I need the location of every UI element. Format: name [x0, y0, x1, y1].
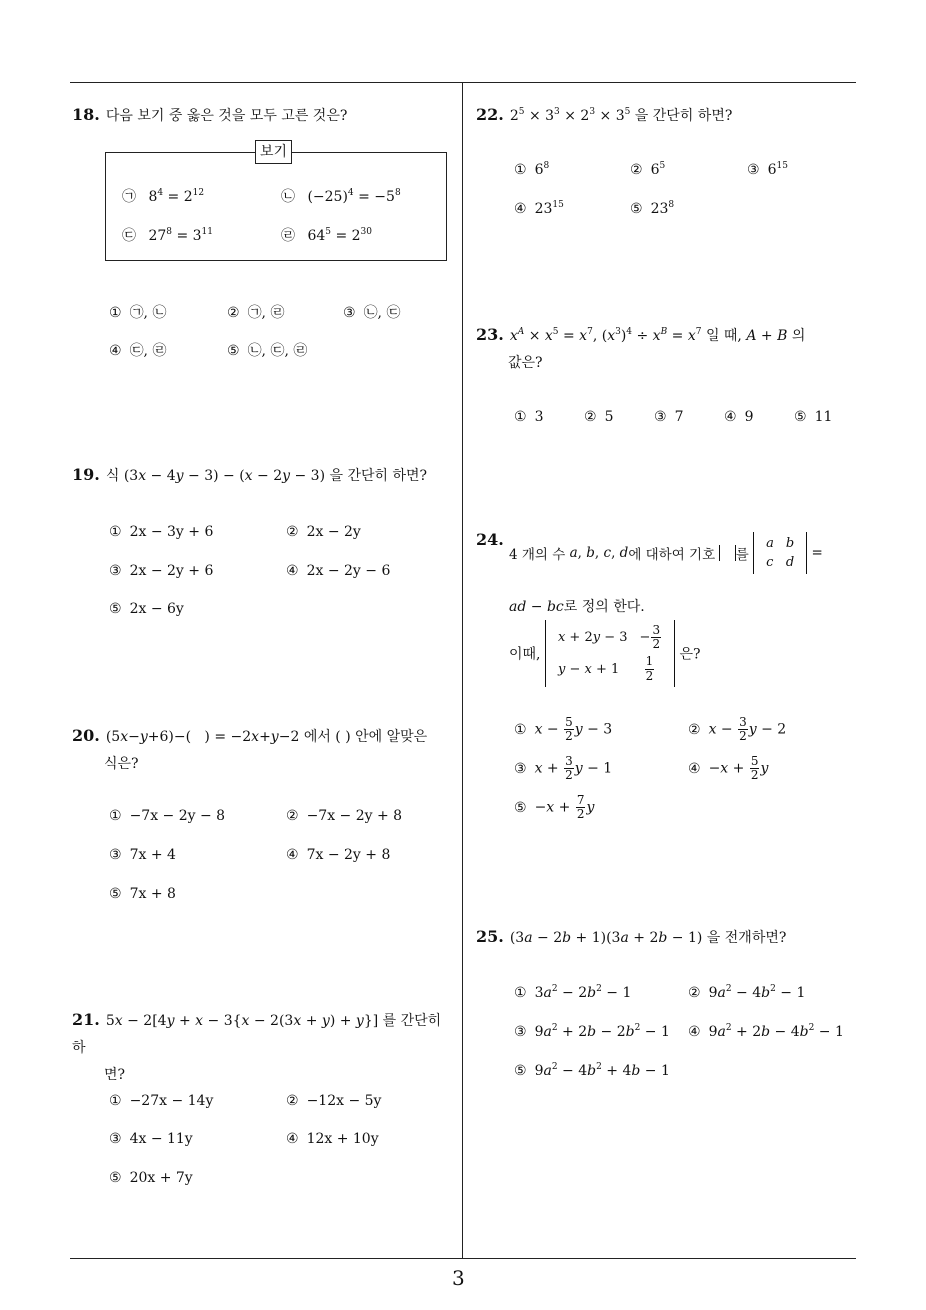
question-25: 25. (3a − 2b + 1)(3a + 2b − 1) 을 전개하면?	[476, 927, 787, 946]
option-5[interactable]: ⑤ 2x − 6y	[109, 601, 184, 617]
question-20: 20. (5x−y+6)−( ) = −2x+y−2 에서 ( ) 안에 알맞은 식은?	[72, 726, 428, 773]
question-19: 19. 식 (3x − 4y − 3) − (x − 2y − 3) 을 간단히 하면?	[72, 465, 428, 484]
option-5[interactable]: ⑤ 11	[794, 409, 833, 425]
question-21: 21. 5x − 2[4y + x − 3{x − 2(3x + y) + y}] 를 간단히 하 면?	[72, 1010, 442, 1083]
option-5[interactable]: ⑤ $9a^2 - 4b^2 + 4b - 1$	[514, 1062, 670, 1079]
option-2[interactable]: ② $6^5$	[630, 161, 666, 178]
option-1[interactable]: ① $6^8$	[514, 161, 550, 178]
option-5[interactable]: ⑤ 7x + 8	[109, 886, 176, 902]
option-1[interactable]: ① $3a^2 - 2b^2 - 1$	[514, 984, 632, 1001]
option-4[interactable]: ④ 7x − 2y + 8	[286, 847, 391, 863]
question-text: 다음 보기 중 옳은 것을 모두 고른 것은?	[105, 108, 348, 124]
column-divider	[462, 83, 463, 1259]
question-24-line-1: 4 개의 수 a, b, c, d에 대하여 기호 를 a b c d =	[509, 532, 823, 574]
option-3[interactable]: ③ $6^{15}$	[747, 161, 788, 178]
option-5[interactable]: ⑤ $23^8$	[630, 200, 675, 217]
option-4[interactable]: ④ 2x − 2y − 6	[286, 563, 391, 579]
example-item-c: ㉢ $27^8 = 3^{11}$	[122, 227, 213, 244]
determinant-expression: x + 2y − 3 − $\frac{3}{2}$ y − x + 1 $\frac{1}{2}$	[545, 620, 675, 687]
option-2[interactable]: ② 5	[584, 409, 614, 425]
option-2[interactable]: ② x − $\frac{3}{2}$ y − 2	[688, 715, 787, 744]
option-5[interactable]: ⑤ 20x + 7y	[109, 1170, 193, 1186]
determinant-definition: a b c d	[753, 532, 807, 574]
option-4[interactable]: ④ $9a^2 + 2b - 4b^2 - 1$	[688, 1023, 844, 1040]
option-4[interactable]: ④ ㉢, ㉣	[109, 343, 167, 359]
option-2[interactable]: ② ㉠, ㉣	[227, 305, 285, 321]
top-rule	[70, 82, 856, 83]
bottom-rule	[70, 1258, 856, 1259]
question-22: 22. $2^5 \times 3^3 \times 2^3 \times 3^5$ 을 간단히 하면?	[476, 105, 733, 124]
option-3[interactable]: ③ $9a^2 + 2b - 2b^2 - 1$	[514, 1023, 670, 1040]
question-24-line-3: 이때, x + 2y − 3 − $\frac{3}{2}$ y − x + 1 $\frac{1}{2}$ 은?	[509, 620, 701, 687]
question-number: 18.	[72, 105, 100, 124]
example-item-a: ㉠ $8^4 = 2^{12}$	[122, 188, 205, 205]
option-1[interactable]: ① 3	[514, 409, 544, 425]
question-number: 22.	[476, 105, 504, 124]
option-1[interactable]: ① ㉠, ㉡	[109, 305, 167, 321]
option-2[interactable]: ② 2x − 2y	[286, 524, 361, 540]
question-18	[72, 100, 347, 130]
question-number: 23.	[476, 325, 504, 344]
option-5[interactable]: ⑤ ㉡, ㉢, ㉣	[227, 343, 308, 359]
option-2[interactable]: ② −12x − 5y	[286, 1093, 382, 1109]
question-number: 20.	[72, 726, 100, 745]
question-24-number: 24.	[476, 530, 504, 549]
example-item-d: ㉣ $64^5 = 2^{30}$	[281, 227, 372, 244]
question-23: 23. $x^A \times x^5 = x^7$, $(x^3)^4 \div x^B = x^7$ 일 때, A + B 의 값은?	[476, 325, 806, 372]
option-2[interactable]: ② $9a^2 - 4b^2 - 1$	[688, 984, 806, 1001]
option-4[interactable]: ④ −x + $\frac{5}{2}$ y	[688, 754, 769, 783]
option-3[interactable]: ③ 7x + 4	[109, 847, 176, 863]
option-4[interactable]: ④ 9	[724, 409, 754, 425]
option-2[interactable]: ② −7x − 2y + 8	[286, 808, 403, 824]
option-1[interactable]: ① −27x − 14y	[109, 1093, 214, 1109]
option-1[interactable]: ① −7x − 2y − 8	[109, 808, 226, 824]
option-4[interactable]: ④ $23^{15}$	[514, 200, 564, 217]
page-number: 3	[452, 1266, 465, 1290]
option-1[interactable]: ① x − $\frac{5}{2}$ y − 3	[514, 715, 613, 744]
question-24-line-2: ad − bc로 정의 한다.	[509, 599, 645, 615]
option-5[interactable]: ⑤ −x + $\frac{7}{2}$ y	[514, 793, 595, 822]
option-1[interactable]: ① 2x − 3y + 6	[109, 524, 214, 540]
option-4[interactable]: ④ 12x + 10y	[286, 1131, 379, 1147]
question-number: 21.	[72, 1010, 100, 1029]
option-3[interactable]: ③ ㉡, ㉢	[343, 305, 401, 321]
question-number: 19.	[72, 465, 100, 484]
example-item-b: ㉡ $(-25)^4 = -5^8$	[281, 188, 401, 205]
example-box-label: 보기	[255, 140, 292, 164]
option-3[interactable]: ③ 4x − 11y	[109, 1131, 193, 1147]
option-3[interactable]: ③ x + $\frac{3}{2}$ y − 1	[514, 754, 613, 783]
question-number: 25.	[476, 927, 504, 946]
option-3[interactable]: ③ 2x − 2y + 6	[109, 563, 214, 579]
option-3[interactable]: ③ 7	[654, 409, 684, 425]
